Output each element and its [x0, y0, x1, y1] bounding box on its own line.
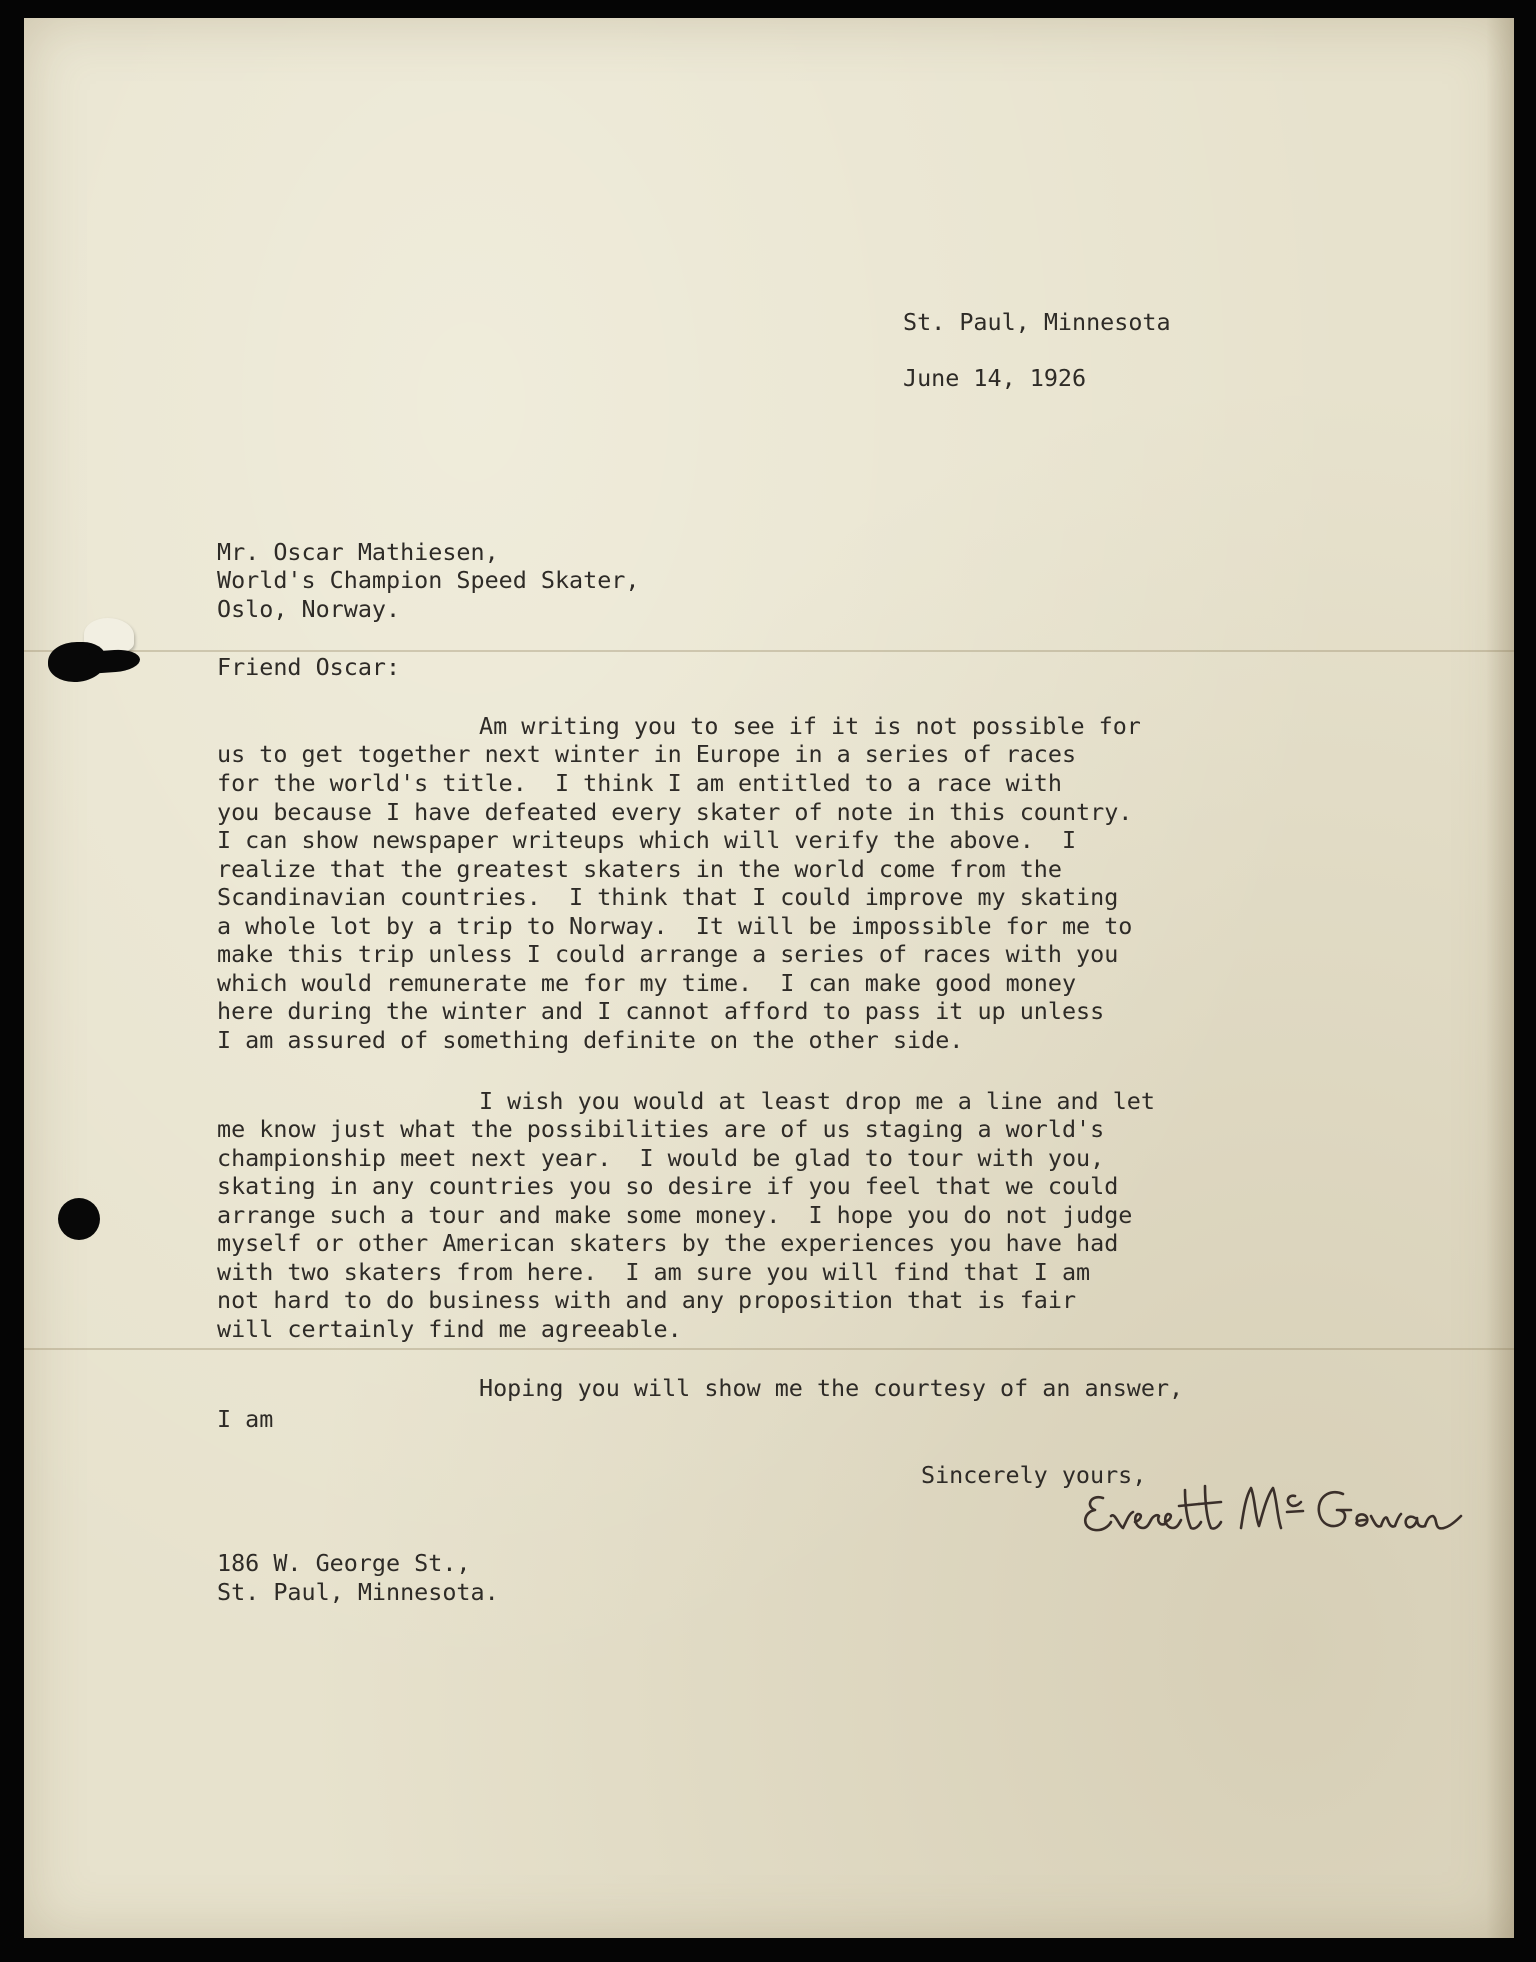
letter-place: St. Paul, Minnesota: [903, 308, 1171, 336]
paragraph-3-line: Hoping you will show me the courtesy of an answer,: [479, 1374, 1184, 1402]
paragraph-1-line: a whole lot by a trip to Norway. It will be impossible for me to: [217, 912, 1133, 940]
recipient-line: World's Champion Speed Skater,: [217, 566, 640, 594]
paragraph-2-line: skating in any countries you so desire if you feel that we could: [217, 1172, 1119, 1200]
paragraph-2-line: me know just what the possibilities are of us staging a world's: [217, 1115, 1105, 1143]
paragraph-1-line: Scandinavian countries. I think that I could improve my skating: [217, 883, 1119, 911]
letter-date: June 14, 1926: [903, 364, 1087, 392]
paragraph-1-line: make this trip unless I could arrange a series of races with you: [217, 940, 1119, 968]
paragraph-1-line: I can show newspaper writeups which will verify the above. I: [217, 826, 1077, 854]
paper-edge-wear: [1486, 18, 1514, 1938]
paragraph-1-line: which would remunerate me for my time. I can make good money: [217, 969, 1077, 997]
paper-fold-upper: [24, 650, 1514, 652]
paragraph-1-line: I am assured of something definite on the other side.: [217, 1026, 964, 1054]
paragraph-1-line: for the world's title. I think I am entitled to a race with: [217, 769, 1062, 797]
paragraph-2-line: myself or other American skaters by the experiences you have had: [217, 1229, 1119, 1257]
paper-fold-lower: [24, 1348, 1514, 1350]
recipient-line: Mr. Oscar Mathiesen,: [217, 538, 499, 566]
paragraph-1-line: here during the winter and I cannot afford to pass it up unless: [217, 997, 1105, 1025]
paragraph-2-line: with two skaters from here. I am sure you will find that I am: [217, 1258, 1091, 1286]
paragraph-2-line: I wish you would at least drop me a line and let: [479, 1087, 1155, 1115]
salutation: Friend Oscar:: [217, 653, 401, 681]
sender-address-line: St. Paul, Minnesota.: [217, 1578, 499, 1606]
paragraph-1-line: you because I have defeated every skater of note in this country.: [217, 798, 1133, 826]
paragraph-2-line: will certainly find me agreeable.: [217, 1315, 682, 1343]
paragraph-2-line: arrange such a tour and make some money. I hope you do not judge: [217, 1201, 1133, 1229]
paragraph-2-line: not hard to do business with and any proposition that is fair: [217, 1286, 1077, 1314]
paragraph-1-line: Am writing you to see if it is not possible for: [479, 712, 1141, 740]
paragraph-3-line: I am: [217, 1405, 274, 1433]
paragraph-1-line: us to get together next winter in Europe in a series of races: [217, 740, 1077, 768]
recipient-line: Oslo, Norway.: [217, 595, 401, 623]
closing: Sincerely yours,: [921, 1461, 1147, 1489]
paragraph-1-line: realize that the greatest skaters in the world come from the: [217, 855, 1062, 883]
punch-hole-lower: [58, 1198, 100, 1240]
paragraph-2-line: championship meet next year. I would be glad to tour with you,: [217, 1144, 1105, 1172]
handwritten-signature: [1081, 1476, 1491, 1546]
sender-address-line: 186 W. George St.,: [217, 1549, 471, 1577]
